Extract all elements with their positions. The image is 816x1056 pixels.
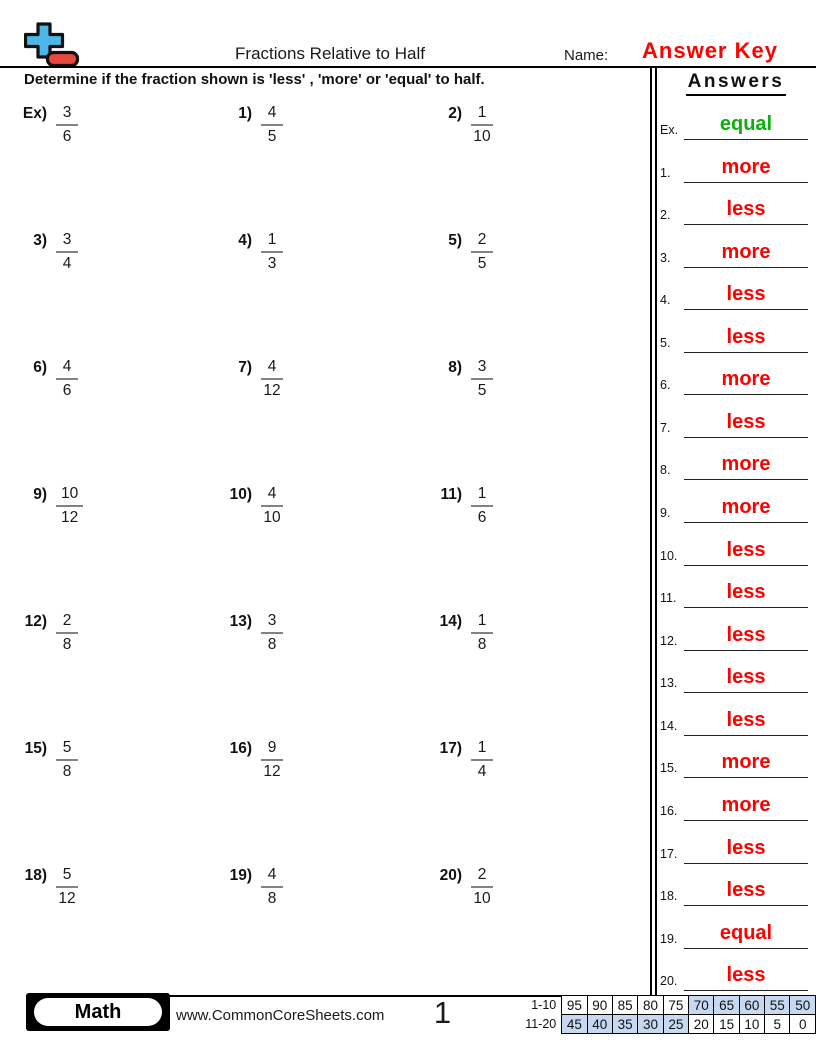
problem-label: 2) [448,105,462,122]
fraction-denominator: 8 [267,636,277,653]
score-cell: 25 [663,1015,688,1034]
answer-value: less [726,538,766,561]
problem-label: 8) [448,359,462,376]
problem-item [13,104,78,146]
fraction [261,104,283,146]
problem-label: 15) [24,740,47,757]
score-cell: 60 [739,996,764,1015]
answer-value: equal [719,921,773,944]
answer-value: less [726,836,766,859]
problem-label: 17) [439,740,462,757]
problem-label: 9) [33,486,47,503]
answer-value: less [726,283,766,306]
score-cell: 10 [739,1015,764,1034]
answer-value: more [721,240,771,263]
problem-item [218,612,283,654]
fraction [471,485,493,527]
problem-item [218,231,283,273]
problem-item [13,612,78,654]
answer-number: 14. [660,718,678,733]
answer-value: less [726,879,766,902]
fraction-numerator: 4 [261,358,283,380]
fraction [471,866,493,908]
fraction [261,612,283,654]
answer-number: 8. [660,463,671,478]
score-cell: 15 [714,1015,739,1034]
problem-item [13,485,83,527]
answer-value: less [726,666,766,689]
problem-item [428,485,493,527]
problem-label: 12) [24,613,47,630]
answer-number: 11. [660,591,677,606]
answer-row [658,225,812,268]
plus-minus-icon [24,22,80,68]
name-label: Name: [564,47,609,64]
fraction [261,739,283,781]
answer-number: Ex. [660,122,679,137]
fraction [471,739,493,781]
answer-value: more [721,751,771,774]
fraction [56,358,78,400]
score-cell: 80 [638,996,663,1015]
fraction [56,739,78,781]
answers-panel-divider [650,66,657,995]
page-number: 1 [433,995,452,1030]
problem-item [428,612,493,654]
answer-number: 1. [660,165,671,180]
fraction-numerator: 9 [261,739,283,761]
answer-row [658,140,812,183]
fraction-numerator: 2 [56,612,78,634]
score-cell: 65 [714,996,739,1015]
problem-label: 3) [33,232,47,249]
answer-number: 6. [660,378,671,393]
answer-value: less [726,325,766,348]
answer-value: less [726,410,766,433]
fraction-denominator: 12 [263,382,281,399]
problem-label: 14) [439,613,462,630]
answer-row [658,566,812,609]
problem-item [218,739,283,781]
answer-number: 3. [660,250,671,265]
problem-label: 6) [33,359,47,376]
answers-list [658,97,812,991]
fraction-denominator: 4 [62,255,72,272]
fraction [261,231,283,273]
answer-blank-line [684,990,808,991]
score-cell: 35 [612,1015,637,1034]
answer-row [658,693,812,736]
score-cell: 45 [562,1015,587,1034]
score-cell: 5 [765,1015,790,1034]
answer-value: less [726,581,766,604]
answer-number: 13. [660,676,678,691]
answer-value: more [721,793,771,816]
problem-label: 13) [229,613,252,630]
fraction-denominator: 3 [267,255,277,272]
answer-number: 4. [660,293,671,308]
answer-value: less [726,964,766,987]
fraction [56,612,78,654]
answer-number: 2. [660,208,671,223]
problem-label: 5) [448,232,462,249]
fraction-numerator: 5 [56,866,78,888]
problem-item [218,866,283,908]
problem-label: 20) [439,867,462,884]
fraction [471,612,493,654]
answer-row [658,949,812,992]
answer-row [658,183,812,226]
fraction [56,485,83,527]
fraction-denominator: 8 [62,636,72,653]
fraction-numerator: 10 [56,485,83,507]
answer-row [658,906,812,949]
fraction-numerator: 2 [471,866,493,888]
score-row [506,996,816,1015]
fraction-denominator: 5 [477,255,487,272]
fraction [56,231,78,273]
answer-value: more [721,155,771,178]
fraction-denominator: 6 [62,128,72,145]
fraction-numerator: 3 [56,104,78,126]
answer-number: 7. [660,420,671,435]
fraction [261,358,283,400]
answer-row [658,523,812,566]
fraction-denominator: 12 [58,890,76,907]
fraction [56,866,78,908]
problem-item [13,358,78,400]
score-cell: 0 [790,1015,816,1034]
page-title: Fractions Relative to Half [235,44,425,63]
fraction-numerator: 4 [261,866,283,888]
score-cell: 50 [790,996,816,1015]
fraction-denominator: 8 [267,890,277,907]
answer-value: less [726,623,766,646]
answer-row [658,608,812,651]
answers-heading: Answers [686,71,787,96]
fraction-denominator: 12 [61,509,79,526]
score-cell: 95 [562,996,587,1015]
answer-row [658,736,812,779]
problem-label: 11) [440,486,462,503]
problem-label: 18) [24,867,47,884]
fraction-denominator: 5 [267,128,277,145]
answer-row [658,310,812,353]
problem-item [218,104,283,146]
fraction [471,231,493,273]
fraction-numerator: 4 [56,358,78,380]
fraction-denominator: 6 [62,382,72,399]
problem-label: Ex) [22,105,47,122]
fraction [261,485,283,527]
answer-number: 15. [660,761,678,776]
answer-number: 17. [660,846,678,861]
problem-item [428,866,493,908]
instruction-text: Determine if the fraction shown is 'less' , 'more' or 'equal' to half. [24,71,485,88]
answer-row [658,821,812,864]
score-cell: 90 [587,996,612,1015]
website-text: www.CommonCoreSheets.com [176,1007,385,1024]
score-table [506,995,816,1034]
answer-row [658,480,812,523]
fraction [261,866,283,908]
answer-row [658,778,812,821]
answer-row [658,438,812,481]
answer-row [658,268,812,311]
answer-number: 18. [660,889,678,904]
problem-item [13,231,78,273]
fraction-numerator: 1 [471,739,493,761]
fraction-numerator: 4 [261,104,283,126]
problem-item [428,358,493,400]
fraction-denominator: 10 [473,890,491,907]
fraction [471,358,493,400]
score-row-label: 11-20 [525,1017,557,1031]
fraction-denominator: 12 [263,763,281,780]
fraction [471,104,493,146]
fraction-numerator: 3 [471,358,493,380]
header-divider [0,66,816,68]
score-cell: 55 [765,996,790,1015]
answer-number: 20. [660,974,678,989]
problem-label: 16) [229,740,252,757]
score-cell: 40 [587,1015,612,1034]
answer-number: 19. [660,931,678,946]
score-row-label: 1-10 [531,998,557,1012]
answer-row [658,97,812,140]
score-row [506,1015,816,1034]
answer-value: less [726,198,766,221]
fraction-denominator: 5 [477,382,487,399]
fraction-numerator: 5 [56,739,78,761]
problem-label: 10) [229,486,252,503]
answers-heading-wrap [660,71,812,96]
problem-item [428,104,493,146]
problem-item [13,866,78,908]
answer-value: more [721,453,771,476]
score-cell: 30 [638,1015,663,1034]
answer-value: more [721,496,771,519]
problem-item [218,485,283,527]
fraction-denominator: 8 [477,636,487,653]
score-cell: 75 [663,996,688,1015]
fraction-denominator: 10 [473,128,491,145]
fraction-numerator: 1 [261,231,283,253]
answer-number: 5. [660,335,671,350]
subject-label: Math [34,998,162,1026]
fraction-denominator: 10 [263,509,281,526]
problem-item [218,358,283,400]
problem-item [13,739,78,781]
fraction [56,104,78,146]
fraction-numerator: 1 [471,612,493,634]
answer-row [658,395,812,438]
problem-label: 19) [229,867,252,884]
score-cell: 70 [689,996,714,1015]
answer-value: more [721,368,771,391]
fraction-numerator: 1 [471,485,493,507]
fraction-numerator: 1 [471,104,493,126]
answer-row [658,864,812,907]
problem-label: 7) [238,359,252,376]
fraction-numerator: 3 [56,231,78,253]
fraction-denominator: 4 [477,763,487,780]
score-cell: 85 [612,996,637,1015]
fraction-denominator: 8 [62,763,72,780]
problem-label: 4) [238,232,252,249]
answer-key-text: Answer Key [642,38,778,63]
answer-value: equal [719,112,773,135]
answer-number: 9. [660,506,671,521]
answer-number: 16. [660,803,678,818]
subject-badge [26,993,170,1031]
answer-row [658,353,812,396]
problem-label: 1) [238,105,252,122]
fraction-denominator: 6 [477,509,487,526]
problem-item [428,739,493,781]
answer-row [658,651,812,694]
answer-number: 10. [660,548,678,563]
answer-value: less [726,708,766,731]
answer-number: 12. [660,633,678,648]
problem-item [428,231,493,273]
score-cell: 20 [689,1015,714,1034]
fraction-numerator: 3 [261,612,283,634]
fraction-numerator: 4 [261,485,283,507]
fraction-numerator: 2 [471,231,493,253]
